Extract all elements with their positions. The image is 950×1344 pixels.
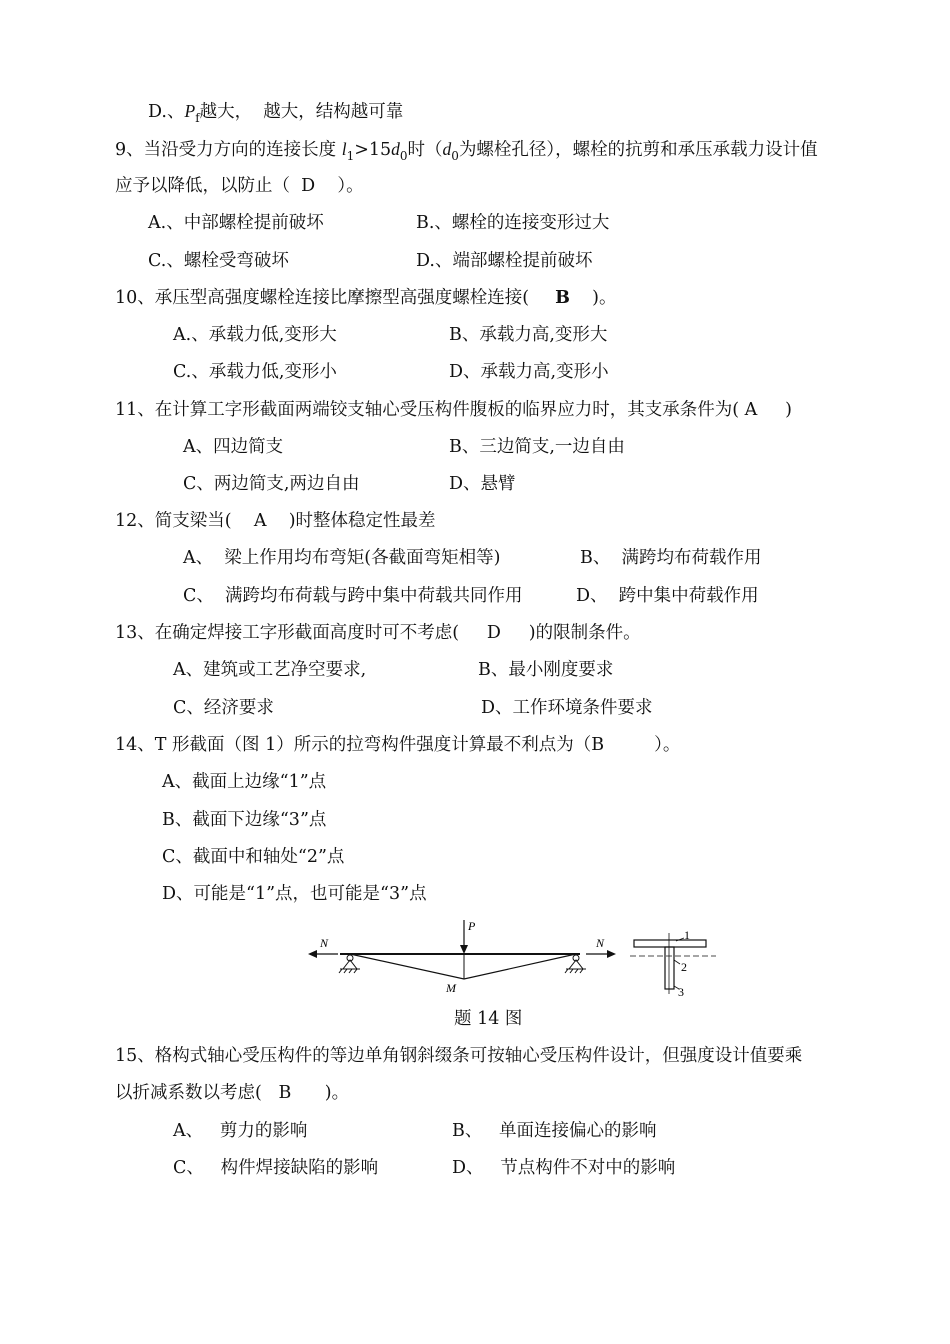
t-section-web: [665, 947, 674, 989]
q8-option-d: [148, 99, 403, 125]
right-force-arrowhead: [607, 950, 616, 958]
q15-stem-line2: 以折减系数以考虑( B )。: [115, 1083, 350, 1103]
label-n-right: N: [596, 936, 605, 950]
left-hatch-1: [339, 969, 342, 973]
q9-option-d: D.、端部螺栓提前破坏: [416, 251, 593, 271]
q14-option-b: B、截面下边缘“3”点: [162, 810, 327, 830]
moment-diagram: [350, 954, 576, 979]
q12-option-c: C、 满跨均布荷载与跨中集中荷载共同作用: [183, 586, 523, 606]
q13-option-c: C、经济要求: [173, 698, 274, 718]
q10-stem-text-b: )。: [569, 288, 617, 308]
q11-option-d: D、悬臂: [449, 474, 516, 494]
q8-option-d-prefix: D.、: [148, 102, 185, 122]
leader-2: [674, 960, 680, 964]
q12-stem: 12、简支梁当( A )时整体稳定性最差: [115, 511, 436, 531]
q13-option-b: B、最小刚度要求: [478, 660, 614, 680]
q15-option-d: D、 节点构件不对中的影响: [452, 1158, 676, 1178]
left-hatch-2: [344, 969, 347, 973]
q14-option-a: A、截面上边缘“1”点: [162, 772, 327, 792]
q9-d2-symbol: d: [442, 139, 452, 159]
t-section-flange: [634, 940, 706, 947]
q13-stem: 13、在确定焊接工字形截面高度时可不考虑( D )的限制条件。: [115, 623, 641, 643]
left-force-arrowhead: [308, 950, 317, 958]
q15-option-b: B、 单面连接偏心的影响: [452, 1121, 657, 1141]
q9-stem-text-c: 为螺栓孔径），螺栓的抗剪和承压承载力设计值: [458, 140, 818, 160]
label-p: P: [468, 919, 476, 933]
q12-option-d: D、 跨中集中荷载作用: [576, 586, 759, 606]
q9-l-symbol: l: [341, 139, 347, 159]
q10-option-a: A.、承载力低,变形大: [173, 325, 337, 345]
q11-option-a: A、四边简支: [183, 437, 284, 457]
q12-option-a: A、 梁上作用均布弯矩(各截面弯矩相等): [183, 548, 501, 568]
q8-option-d-symbol: P: [184, 101, 196, 121]
q14-stem: 14、T 形截面（图 1）所示的拉弯构件强度计算最不利点为（B ）。: [115, 735, 681, 755]
right-hatch-4: [580, 969, 583, 973]
q9-d-symbol: d: [391, 139, 400, 159]
label-point-3: 3: [678, 985, 684, 998]
q11-option-b: B、三边简支,一边自由: [449, 437, 625, 457]
right-hatch-1: [565, 969, 568, 973]
q14-option-d: D、可能是“1”点，也可能是“3”点: [162, 884, 427, 904]
label-point-1: 1: [684, 928, 690, 942]
right-hatch-2: [570, 969, 573, 973]
q14-figure: [308, 918, 718, 1002]
q13-option-a: A、建筑或工艺净空要求,: [173, 660, 367, 680]
q9-stem-text-a: 9、当沿受力方向的连接长度: [115, 140, 342, 160]
q9-option-b: B.、螺栓的连接变形过大: [416, 213, 610, 233]
label-n-left: N: [320, 936, 329, 950]
q13-option-d: D、工作环境条件要求: [481, 698, 653, 718]
q9-option-a: A.、中部螺栓提前破坏: [148, 213, 324, 233]
beam-diagram: [308, 918, 718, 998]
label-point-2: 2: [681, 960, 687, 974]
left-hatch-4: [354, 969, 357, 973]
q11-option-c: C、两边简支,两边自由: [183, 474, 360, 494]
q10-option-d: D、承载力高,变形小: [449, 362, 609, 382]
q12-option-b: B、 满跨均布荷载作用: [580, 548, 762, 568]
q10-option-c: C.、承载力低,变形小: [173, 362, 337, 382]
q9-stem-text-b: 时（: [407, 140, 443, 160]
q8-option-d-suffix: 越大， 越大，结构越可靠: [199, 102, 404, 122]
q14-option-c: C、截面中和轴处“2”点: [162, 847, 345, 867]
left-hatch-3: [349, 969, 352, 973]
load-p-arrowhead: [460, 945, 468, 954]
q9-option-c: C.、螺栓受弯破坏: [148, 251, 289, 271]
q9-l-subscript: 1: [346, 149, 355, 163]
q10-option-b: B、承载力高,变形大: [449, 325, 608, 345]
q9-stem-line1: [115, 137, 818, 163]
right-hatch-3: [575, 969, 578, 973]
q15-option-c: C、 构件焊接缺陷的影响: [173, 1158, 379, 1178]
q9-d2-subscript: 0: [451, 149, 459, 163]
label-m: M: [446, 981, 456, 995]
figure-caption: 题 14 图: [454, 1009, 523, 1029]
q11-stem: 11、在计算工字形截面两端铰支轴心受压构件腹板的临界应力时，其支承条件为( A ): [115, 400, 792, 420]
q9-d-subscript: 0: [399, 149, 408, 163]
q8-option-d-subscript: f: [195, 111, 200, 125]
q9-stem-text-mid: >15: [354, 140, 392, 160]
q9-stem-line2: 应予以降低，以防止（ D ）。: [115, 176, 364, 196]
q10-stem: [115, 286, 617, 310]
q15-stem-line1: 15、格构式轴心受压构件的等边单角钢斜缀条可按轴心受压构件设计，但强度设计值要乘: [115, 1046, 803, 1066]
q15-option-a: A、 剪力的影响: [173, 1121, 308, 1141]
q10-stem-text-a: 10、承压型高强度螺栓连接比摩擦型高强度螺栓连接(: [115, 288, 530, 308]
q10-answer: B: [555, 288, 570, 308]
